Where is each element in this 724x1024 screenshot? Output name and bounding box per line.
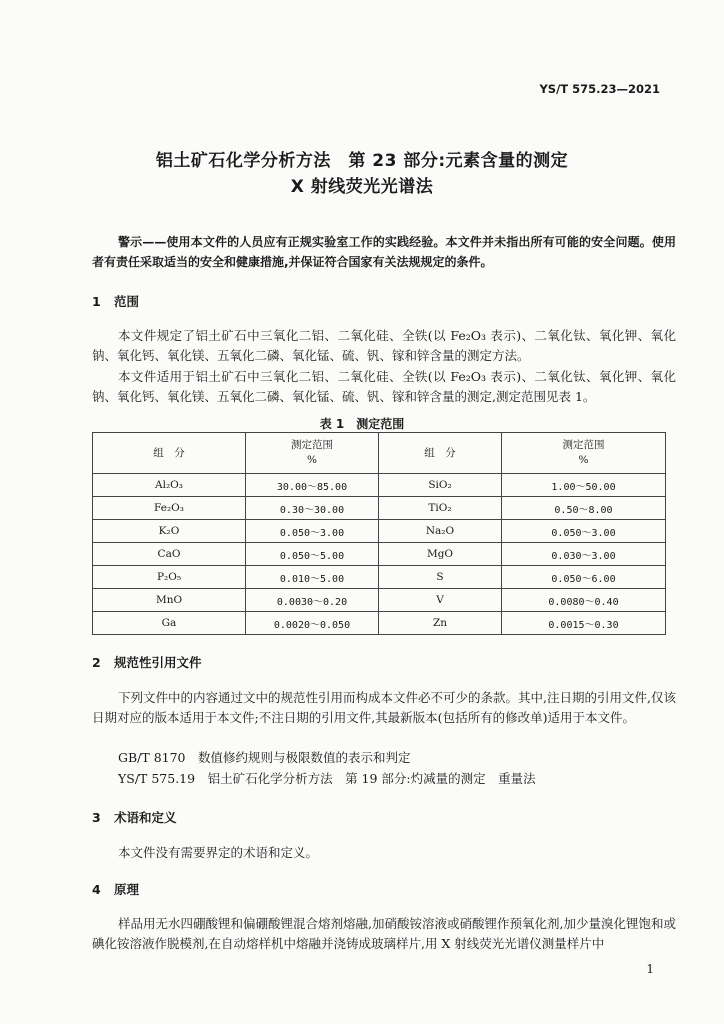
section-2-heading: [92, 653, 202, 671]
section-number: 3: [92, 810, 101, 825]
range-cell: 0.30～30.00: [246, 497, 379, 520]
range-cell: 0.0080～0.40: [502, 589, 666, 612]
range-cell: 0.0030～0.20: [246, 589, 379, 612]
table-caption: 表 1 测定范围: [319, 417, 405, 431]
measurement-range-table: [92, 432, 666, 635]
component-cell: V: [379, 589, 502, 612]
component-cell: P₂O₅: [93, 566, 246, 589]
component-cell: Zn: [379, 612, 502, 635]
section-number: 2: [92, 655, 101, 670]
document-title-line1: 铝土矿石化学分析方法 第 23 部分:元素含量的测定: [155, 151, 569, 171]
component-cell: S: [379, 566, 502, 589]
range-cell: 0.010～5.00: [246, 566, 379, 589]
range-cell: 0.030～3.00: [502, 543, 666, 566]
range-cell: 1.00～50.00: [502, 474, 666, 497]
table-header-row: [93, 433, 666, 474]
table-row: [93, 497, 666, 520]
range-cell: 0.050～6.00: [502, 566, 666, 589]
range-cell: 30.00～85.00: [246, 474, 379, 497]
header-range-unit: %: [578, 454, 589, 466]
header-range-unit: %: [307, 454, 317, 466]
header-component: 组 分: [93, 433, 246, 474]
header-range: [246, 433, 379, 474]
header-component: 组 分: [379, 433, 502, 474]
section-1-paragraph-1: 本文件规定了铝土矿石中三氧化二铝、二氧化硅、全铁(以 Fe₂O₃ 表示)、二氧化钛、氧化钾、氧化钠、氧化钙、氧化镁、五氧化二磷、氧化锰、硫、钒、镓和锌含量的测定方法。: [92, 328, 676, 363]
safety-warning: 警示——使用本文件的人员应有正规实验室工作的实践经验。本文件并未指出所有可能的安全问题。使用者有责任采取适当的安全和健康措施,并保证符合国家有关法规规定的条件。: [92, 235, 676, 269]
component-cell: CaO: [93, 543, 246, 566]
component-cell: MnO: [93, 589, 246, 612]
table-row: [93, 612, 666, 635]
table-row: [93, 474, 666, 497]
component-cell: MgO: [379, 543, 502, 566]
section-4-heading: [92, 880, 139, 898]
range-cell: 0.050～3.00: [502, 520, 666, 543]
table-row: [93, 589, 666, 612]
component-cell: Al₂O₃: [93, 474, 246, 497]
range-cell: 0.050～5.00: [246, 543, 379, 566]
page-number: 1: [646, 962, 654, 976]
section-title: 规范性引用文件: [114, 655, 202, 670]
header-range-line1: 测定范围: [562, 439, 605, 451]
range-cell: 0.0020～0.050: [246, 612, 379, 635]
component-cell: Na₂O: [379, 520, 502, 543]
section-3-heading: [92, 808, 177, 826]
table-row: [93, 520, 666, 543]
section-3-paragraph-1: 本文件没有需要界定的术语和定义。: [118, 845, 319, 860]
section-title: 原理: [114, 882, 140, 897]
normative-reference: YS/T 575.19 铝土矿石化学分析方法 第 19 部分:灼减量的测定 重量法: [118, 771, 536, 786]
section-title: 术语和定义: [114, 810, 177, 825]
section-2-paragraph-1: 下列文件中的内容通过文中的规范性引用而构成本文件必不可少的条款。其中,注日期的引用文件,仅该日期对应的版本适用于本文件;不注日期的引用文件,其最新版本(包括所有的修改单)适用于本文件。: [92, 690, 676, 725]
section-1-heading: [92, 292, 139, 310]
section-4-paragraph-1: 样品用无水四硼酸锂和偏硼酸锂混合熔剂熔融,加硝酸铵溶液或硝酸锂作预氧化剂,加少量溴化锂饱和或碘化铵溶液作脱模剂,在自动熔样机中熔融并浇铸成玻璃样片,用 X 射线荧光光谱仪测量样片中: [92, 916, 676, 951]
header-range: [502, 433, 666, 474]
standard-code: YS/T 575.23—2021: [539, 82, 660, 96]
component-cell: K₂O: [93, 520, 246, 543]
section-number: 4: [92, 882, 101, 897]
table-row: [93, 543, 666, 566]
component-cell: Fe₂O₃: [93, 497, 246, 520]
header-range-line1: 测定范围: [291, 439, 333, 451]
section-1-paragraph-2: 本文件适用于铝土矿石中三氧化二铝、二氧化硅、全铁(以 Fe₂O₃ 表示)、二氧化钛、氧化钾、氧化钠、氧化钙、氧化镁、五氧化二磷、氧化锰、硫、钒、镓和锌含量的测定,测定范围见表 1。: [92, 369, 676, 404]
table-row: [93, 566, 666, 589]
component-cell: TiO₂: [379, 497, 502, 520]
normative-reference: GB/T 8170 数值修约规则与极限数值的表示和判定: [118, 750, 411, 765]
section-number: 1: [92, 294, 101, 309]
component-cell: SiO₂: [379, 474, 502, 497]
range-cell: 0.050～3.00: [246, 520, 379, 543]
range-cell: 0.50～8.00: [502, 497, 666, 520]
section-title: 范围: [114, 294, 140, 309]
component-cell: Ga: [93, 612, 246, 635]
range-cell: 0.0015～0.30: [502, 612, 666, 635]
document-title-line2: X 射线荧光光谱法: [290, 177, 434, 197]
